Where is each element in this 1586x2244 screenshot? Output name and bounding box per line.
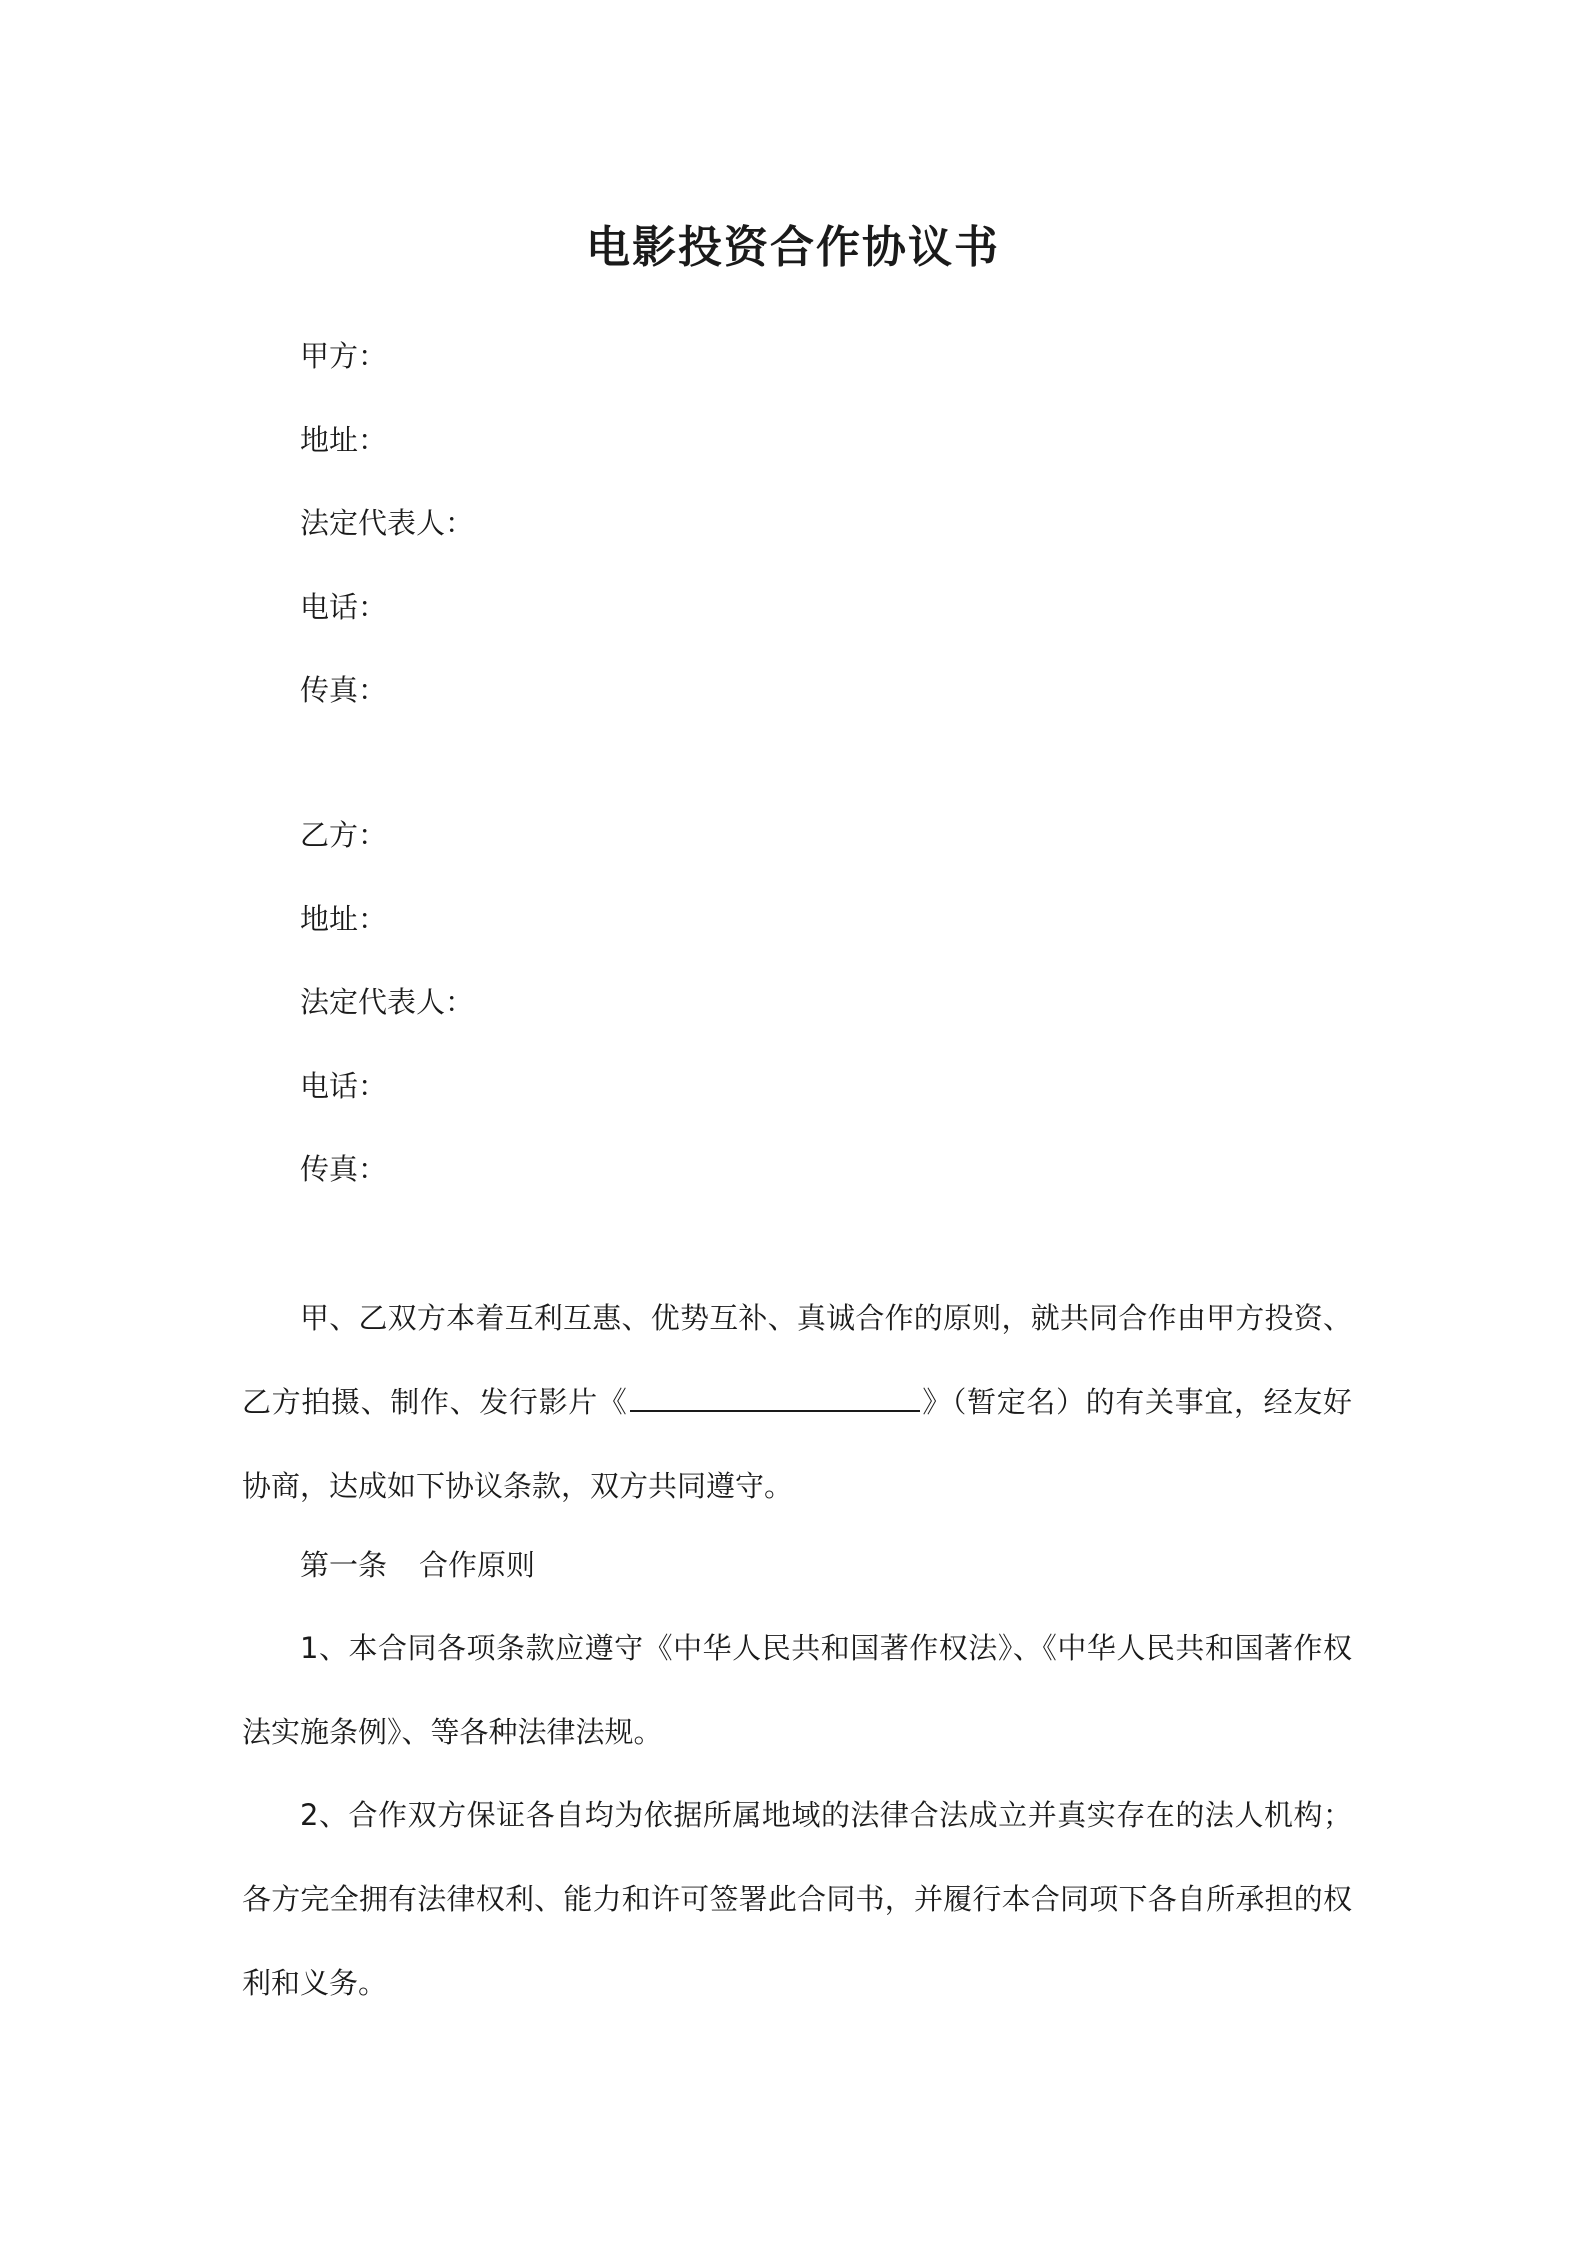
party-b-phone-label: 电话：	[300, 1069, 388, 1103]
intro-paragraph	[242, 1276, 1352, 1528]
article-1-heading	[300, 1545, 535, 1585]
party-a-address-label: 地址：	[300, 423, 388, 457]
article-1-clause-2: 2、合作双方保证各自均为依据所属地域的法律合法成立并真实存在的法人机构；各方完全拥有法律权利、能力和许可签署此合同书，并履行本合同项下各自所承担的权利和义务。	[242, 1798, 1352, 2000]
party-b-fax-label: 传真：	[300, 1152, 388, 1186]
party-a-fax-label: 传真：	[300, 673, 388, 707]
article-1-clause-1: 1、本合同各项条款应遵守《中华人民共和国著作权法》、《中华人民共和国著作权法实施条例》、等各种法律法规。	[242, 1631, 1352, 1749]
film-title-blank	[630, 1388, 920, 1412]
party-b-name-label: 乙方：	[300, 818, 388, 852]
party-a-phone-label: 电话：	[300, 590, 388, 624]
party-b-legal-rep-label: 法定代表人：	[300, 985, 475, 1019]
article-1-title: 合作原则	[419, 1548, 536, 1582]
article-1-number: 第一条	[300, 1548, 388, 1582]
intro-text-after-blank: 》（暂定名）的有关事宜，经友好协商，达成如下协议条款，双方共同遵守。	[242, 1385, 1352, 1503]
party-b-address-label: 地址：	[300, 902, 388, 936]
document-title: 电影投资合作协议书	[586, 222, 1000, 273]
intro-text-before-blank: 甲、乙双方本着互利互惠、优势互补、真诚合作的原则，就共同合作由甲方投资、乙方拍摄、制作、发行影片《	[242, 1301, 1352, 1419]
party-a-legal-rep-label: 法定代表人：	[300, 506, 475, 540]
party-a-name-label: 甲方：	[300, 339, 388, 373]
